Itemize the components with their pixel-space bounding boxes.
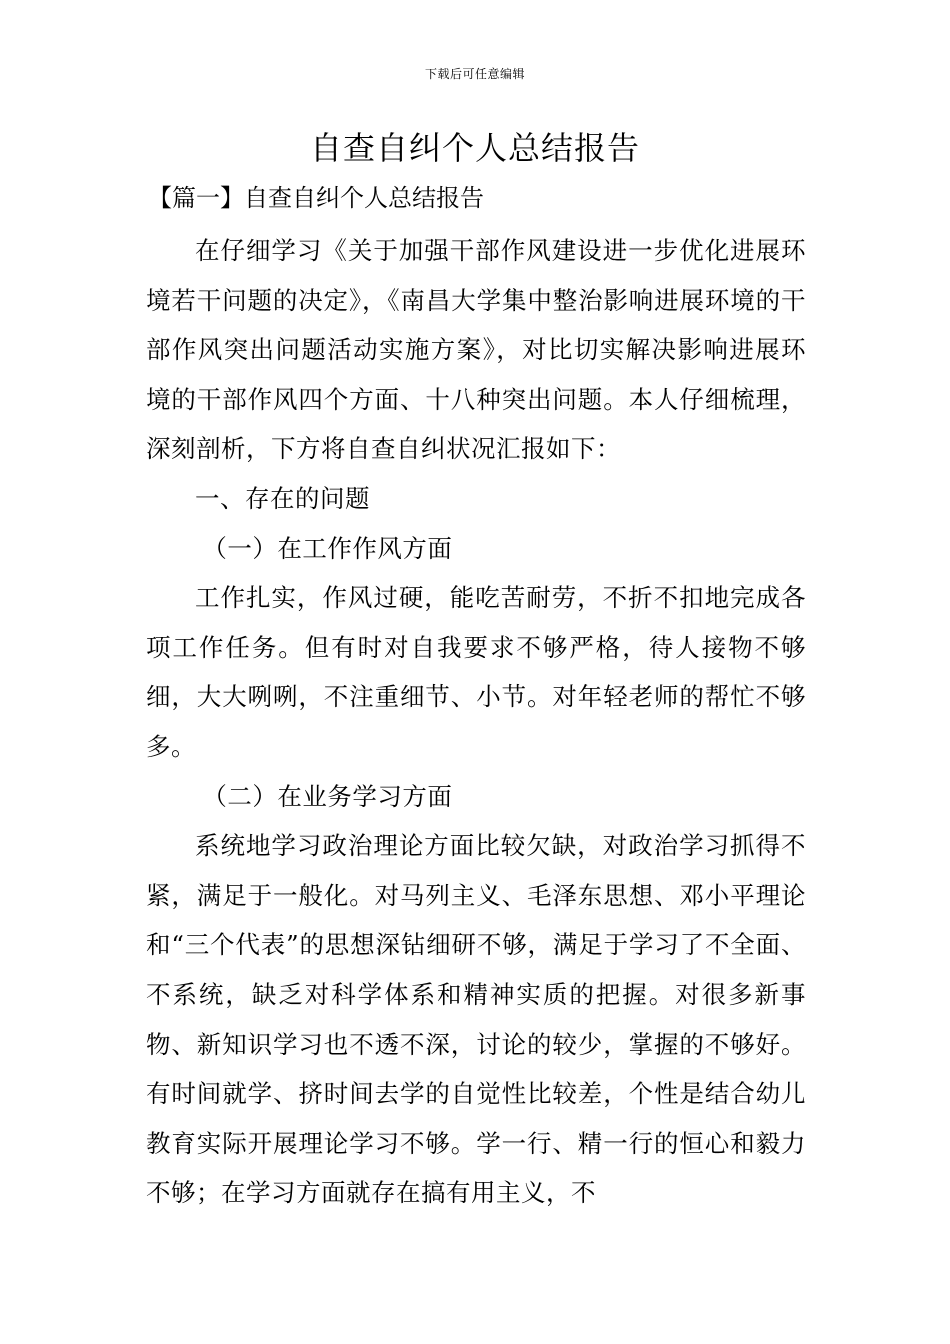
sub-two-paragraph: 系统地学习政治理论方面比较欠缺，对政治学习抓得不紧，满足于一般化。对马列主义、毛泽东思想、邓小平理论和“三个代表”的思想深钻细研不够，满足于学习了不全面、不系统，缺乏对科学体系和精神实质的把握。对很多新事物、新知识学习也不透不深，讨论的较少，掌握的不够好。有时间就学、挤时间去学的自觉性比较差，个性是结合幼儿教育实际开展理论学习不够。学一行、精一行的恒心和毅力不够；在学习方面就存在搞有用主义，不 [146, 831, 806, 1208]
document-body [146, 226, 806, 1218]
intro-paragraph: 在仔细学习《关于加强干部作风建设进一步优化进展环境若干问题的决定》，《南昌大学集中整治影响进展环境的干部作风突出问题活动实施方案》，对比切实解决影响进展环境的干部作风四个方面、十八种突出问题。本人仔细梳理，深刻剖析，下方将自查自纠状况汇报如下： [146, 236, 806, 464]
sub-one-paragraph: 工作扎实，作风过硬，能吃苦耐劳，不折不扣地完成各项工作任务。但有时对自我要求不够严格，待人接物不够细，大大咧咧，不注重细节、小节。对年轻老师的帮忙不够多。 [146, 583, 806, 761]
sub-two-heading: （二）在业务学习方面 [202, 781, 453, 811]
sub-one-heading: （一）在工作作风方面 [202, 533, 453, 563]
header-note: 下载后可任意编辑 [424, 67, 525, 81]
document-title: 自查自纠个人总结报告 [309, 129, 640, 167]
section-heading: 【篇一】自查自纠个人总结报告 [148, 184, 484, 212]
part-one-heading: 一、存在的问题 [195, 483, 370, 513]
